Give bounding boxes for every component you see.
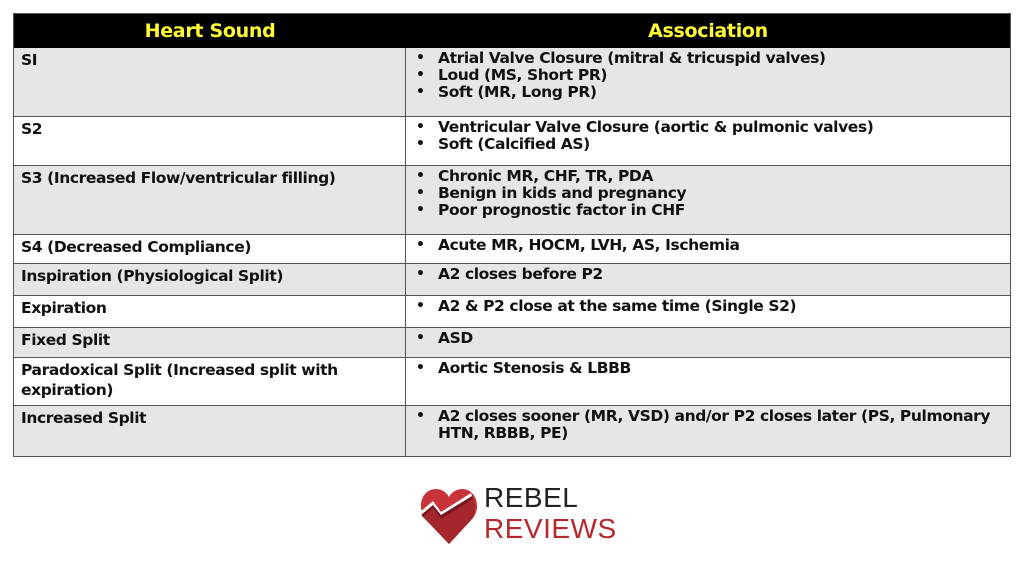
association-cell: [406, 264, 1010, 295]
association-item: [414, 266, 1002, 283]
association-text: A2 closes sooner (MR, VSD) and/or P2 closes later (PS, Pulmonary HTN, RBBB, PE): [438, 407, 991, 442]
association-list: [414, 408, 1002, 442]
logo-rebel-text: REBEL: [484, 482, 579, 513]
association-item: [414, 50, 1002, 67]
association-item: [414, 298, 1002, 315]
association-text: Soft (MR, Long PR): [438, 83, 597, 101]
table-row: [14, 327, 1010, 357]
association-item: [414, 84, 1002, 101]
association-text: Atrial Valve Closure (mitral & tricuspid valves): [438, 49, 826, 67]
association-list: [414, 168, 1002, 219]
bullet-icon: •: [416, 84, 425, 100]
association-list: [414, 50, 1002, 101]
heart-checkmark-icon: [420, 484, 478, 546]
heart-sound-cell: Paradoxical Split (Increased split with expiration): [14, 358, 406, 405]
heart-sound-cell: S2: [14, 117, 406, 165]
header-heart-sound: Heart Sound: [144, 20, 276, 42]
association-list: [414, 119, 1002, 153]
association-text: A2 closes before P2: [438, 265, 603, 283]
association-cell: [406, 296, 1010, 327]
association-cell: [406, 328, 1010, 357]
association-item: [414, 119, 1002, 136]
bullet-icon: •: [416, 185, 425, 201]
logo-text: [484, 482, 617, 544]
table-row: [14, 234, 1010, 263]
bullet-icon: •: [416, 237, 425, 253]
association-item: [414, 67, 1002, 84]
association-cell: [406, 358, 1010, 405]
association-item: [414, 330, 1002, 347]
heart-sound-cell: Fixed Split: [14, 328, 406, 357]
association-list: [414, 298, 1002, 315]
heart-sounds-table: [13, 13, 1011, 457]
table-row: [14, 263, 1010, 295]
association-list: [414, 237, 1002, 254]
association-cell: [406, 235, 1010, 263]
table-row: [14, 116, 1010, 165]
bullet-icon: •: [416, 50, 425, 66]
association-text: Ventricular Valve Closure (aortic & pulmonic valves): [438, 118, 874, 136]
association-item: [414, 185, 1002, 202]
association-text: Poor prognostic factor in CHF: [438, 201, 685, 219]
association-text: Chronic MR, CHF, TR, PDA: [438, 167, 653, 185]
heart-sound-cell: Inspiration (Physiological Split): [14, 264, 406, 295]
bullet-icon: •: [416, 67, 425, 83]
table-row: [14, 405, 1010, 456]
bullet-icon: •: [416, 330, 425, 346]
association-item: [414, 360, 1002, 377]
association-text: Loud (MS, Short PR): [438, 66, 608, 84]
bullet-icon: •: [416, 202, 425, 218]
association-text: Soft (Calcified AS): [438, 135, 590, 153]
bullet-icon: •: [416, 136, 425, 152]
association-cell: [406, 406, 1010, 456]
heart-sound-cell: S3 (Increased Flow/ventricular filling): [14, 166, 406, 234]
association-item: [414, 408, 1002, 442]
association-item: [414, 136, 1002, 153]
bullet-icon: •: [416, 298, 425, 314]
bullet-icon: •: [416, 168, 425, 184]
association-text: ASD: [438, 329, 473, 347]
association-text: Benign in kids and pregnancy: [438, 184, 687, 202]
association-cell: [406, 117, 1010, 165]
heart-sound-cell: SI: [14, 48, 406, 116]
bullet-icon: •: [416, 119, 425, 135]
association-item: [414, 168, 1002, 185]
table-row: [14, 48, 1010, 116]
logo-reviews-text: REVIEWS: [484, 513, 617, 544]
association-text: Aortic Stenosis & LBBB: [438, 359, 631, 377]
association-text: A2 & P2 close at the same time (Single S2): [438, 297, 797, 315]
table-header-row: [14, 14, 1010, 48]
bullet-icon: •: [416, 266, 425, 282]
association-list: [414, 360, 1002, 377]
table-row: [14, 295, 1010, 327]
association-item: [414, 237, 1002, 254]
bullet-icon: •: [416, 360, 425, 376]
association-cell: [406, 166, 1010, 234]
heart-sound-cell: Expiration: [14, 296, 406, 327]
association-list: [414, 266, 1002, 283]
heart-sound-cell: Increased Split: [14, 406, 406, 456]
header-association: Association: [648, 20, 768, 42]
association-item: [414, 202, 1002, 219]
table-row: [14, 165, 1010, 234]
association-list: [414, 330, 1002, 347]
rebel-reviews-logo: [420, 482, 650, 552]
association-text: Acute MR, HOCM, LVH, AS, Ischemia: [438, 236, 740, 254]
table-row: [14, 357, 1010, 405]
heart-sound-cell: S4 (Decreased Compliance): [14, 235, 406, 263]
bullet-icon: •: [416, 408, 425, 424]
association-cell: [406, 48, 1010, 116]
